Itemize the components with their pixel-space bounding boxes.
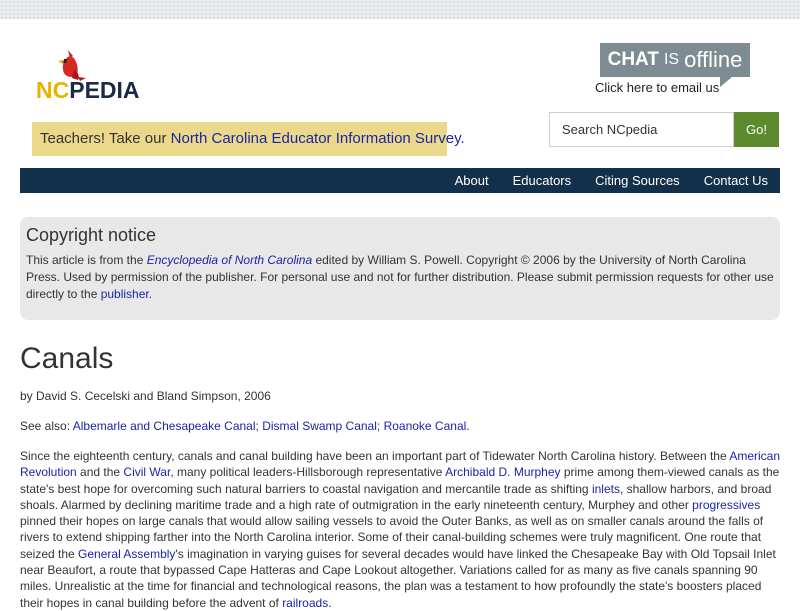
search-go-button[interactable]: Go! — [734, 112, 779, 147]
chat-widget[interactable] — [595, 43, 750, 95]
link-american-revolution[interactable]: American Revolution — [20, 449, 781, 480]
see-also-link-albemarle[interactable]: Albemarle and Chesapeake Canal — [72, 419, 256, 433]
article-byline: by David S. Cecelski and Bland Simpson, 2006 — [20, 389, 271, 403]
teacher-survey-banner: Teachers! Take our North Carolina Educator Information Survey. — [32, 122, 447, 156]
page-title: Canals — [20, 342, 114, 375]
copyright-text: This article is from the Encyclopedia of North Carolina edited by William S. Powell. Copyright © 2006 by the University of North Carolina Press. Used by permission of the publisher. For personal use and not for further distribution. Please submit permission requests for other use directly to the publisher. — [26, 253, 774, 301]
copyright-notice — [20, 217, 780, 320]
search-form — [549, 112, 779, 147]
chat-status-badge[interactable]: CHAT IS offline — [600, 43, 750, 77]
link-general-assembly[interactable]: General Assembly — [78, 546, 176, 561]
nav-educators[interactable]: Educators — [512, 173, 572, 188]
main-navbar — [20, 168, 780, 193]
nav-citing-sources[interactable]: Citing Sources — [595, 173, 680, 188]
see-also-link-dismal-swamp[interactable]: Dismal Swamp Canal — [262, 419, 377, 433]
publisher-link[interactable]: publisher — [100, 287, 149, 301]
link-archibald-murphey[interactable]: Archibald D. Murphey — [445, 465, 561, 480]
email-us-link[interactable]: Click here to email us — [595, 80, 720, 95]
educator-survey-link[interactable]: North Carolina Educator Information Survey. — [170, 130, 465, 147]
top-banner-strip — [0, 0, 800, 19]
encyclopedia-link[interactable]: Encyclopedia of North Carolina — [146, 253, 313, 267]
ncpedia-logo[interactable]: NCPEDIA — [36, 77, 140, 103]
link-progressives[interactable]: progressives — [692, 497, 761, 512]
copyright-title: Copyright notice — [26, 225, 157, 245]
link-civil-war[interactable]: Civil War — [123, 465, 171, 480]
nav-contact-us[interactable]: Contact Us — [703, 173, 768, 188]
link-inlets[interactable]: inlets — [591, 481, 620, 496]
search-input[interactable] — [549, 112, 734, 147]
see-also-link-roanoke[interactable]: Roanoke Canal — [383, 419, 467, 433]
see-also: See also: Albemarle and Chesapeake Canal; Dismal Swamp Canal; Roanoke Canal. — [20, 419, 470, 433]
article-paragraph: Since the eighteenth century, canals and canal building have been an important part of Tidewater North Carolina history. Between the American Revolution and the Civil War, many political leaders-Hillsborough representative Archibald D. Murphey prime among them-viewed canals as the state's best hope for overcoming such natural barriers to coastal navigation and mercantile trade as shifting inlets, shallow harbors, and broad shoals. Alarmed by declining maritime trade and a high rate of outmigration in the early nineteenth century, Murphey and other progressives pinned their hopes on large canals that would allow sailing vessels to avoid the Outer Banks, as well as on smaller canals around the falls of rivers to extend shipping farther into the North Carolina interior. Some of their canal-building schemes were truly magnificent. One route that seized the General Assembly's imagination in varying guises for several decades would have linked the Chesapeake Bay with Old Topsail Inlet near Beaufort, a route that bypassed Cape Hatteras and Cape Lookout altogether. Variations called for as many as five canals spanning 90 miles. Unrealistic at the time for financial and technological reasons, the plan was a testament to how profoundly the state's boosters placed their hopes in canal building before the advent of railroads. — [20, 449, 781, 610]
article-content — [20, 340, 780, 611]
link-railroads[interactable]: railroads — [282, 595, 329, 610]
nav-about[interactable]: About — [454, 173, 489, 188]
